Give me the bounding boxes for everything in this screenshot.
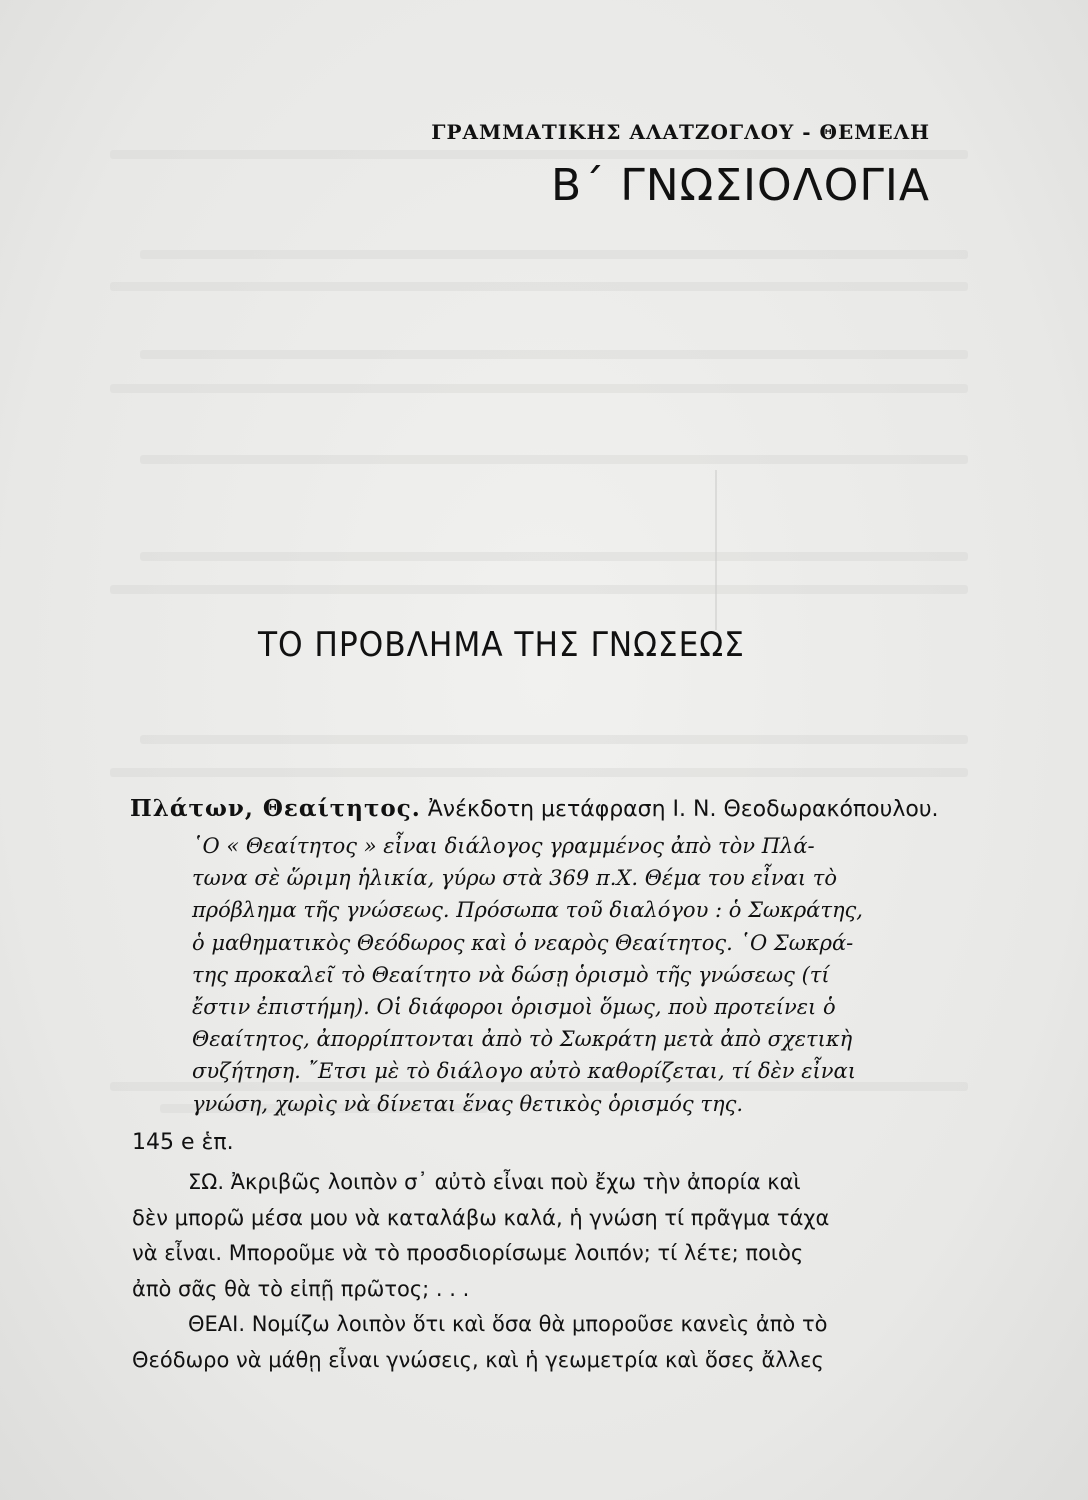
dialogue-line: ΣΩ. Ἀκριβῶς λοιπὸν σ᾽ αὐτὸ εἶναι ποὺ ἔχω τὴν ἀπορία καὶ	[188, 1170, 801, 1194]
intro-line: τωνα σὲ ὥριμη ἡλικία, γύρω στὰ 369 π.Χ. Θέμα του εἶναι τὸ	[192, 866, 838, 891]
bleed-through-line	[110, 585, 968, 594]
source-citation	[130, 795, 939, 822]
bleed-through-line	[140, 552, 968, 561]
dialogue-line: ΘΕΑΙ. Νομίζω λοιπὸν ὅτι καὶ ὅσα θὰ μποροῦσε κανεὶς ἀπὸ τὸ	[188, 1312, 828, 1336]
intro-paragraph	[192, 830, 952, 1120]
source-author-work: Πλάτων, Θεαίτητος.	[130, 795, 421, 822]
dialogue-line: νὰ εἶναι. Μποροῦμε νὰ τὸ προσδιορίσωμε λοιπόν; τί λέτε; ποιὸς	[132, 1241, 804, 1265]
bleed-through-rule	[715, 470, 717, 630]
intro-line: συζήτηση. ῎Ετσι μὲ τὸ διάλογο αὐτὸ καθορίζεται, τί δὲν εἶναι	[192, 1059, 856, 1084]
passage-reference: 145 e ἑπ.	[132, 1130, 234, 1155]
intro-line: ῾Ο « Θεαίτητος » εἶναι διάλογος γραμμένος ἀπὸ τὸν Πλά-	[192, 834, 815, 858]
chapter-title: ΤΟ ΠΡΟΒΛΗΜΑ ΤΗΣ ΓΝΩΣΕΩΣ	[258, 625, 745, 665]
bleed-through-line	[110, 768, 968, 777]
book-title: Β΄ ΓΝΩΣΙΟΛΟΓΙΑ	[551, 160, 930, 211]
intro-line: ἔστιν ἐπιστήμη). Οἱ διάφοροι ὁρισμοὶ ὅμως, ποὺ προτείνει ὁ	[192, 995, 836, 1020]
bleed-through-line	[140, 250, 968, 259]
bleed-through-line	[110, 150, 968, 159]
intro-line: ὁ μαθηματικὸς Θεόδωρος καὶ ὁ νεαρὸς Θεαίτητος. ῾Ο Σωκρά-	[192, 930, 854, 955]
dialogue-line: Θεόδωρο νὰ μάθῃ εἶναι γνώσεις, καὶ ἡ γεωμετρία καὶ ὅσες ἄλλες	[132, 1347, 824, 1372]
intro-line: Θεαίτητος, ἀπορρίπτονται ἀπὸ τὸ Σωκράτη μετὰ ἀπὸ σχετικὴ	[192, 1027, 853, 1052]
dialogue-line: ἀπὸ σᾶς θὰ τὸ εἰπῇ πρῶτος; . . .	[132, 1276, 470, 1301]
source-translation-note: Ἀνέκδοτη μετάφραση Ι. Ν. Θεοδωρακόπουλου.	[420, 797, 939, 822]
intro-line: γνώση, χωρὶς νὰ δίνεται ἕνας θετικὸς ὁρισμός της.	[192, 1091, 744, 1116]
dialogue-text	[132, 1165, 962, 1378]
bleed-through-line	[110, 384, 968, 393]
author-heading: ΓΡΑΜΜΑΤΙΚΗΣ ΑΛΑΤΖΟΓΛΟΥ - ΘΕΜΕΛΗ	[431, 120, 930, 144]
intro-line: της προκαλεῖ τὸ Θεαίτητο νὰ δώσῃ ὁρισμὸ τῆς γνώσεως (τί	[192, 962, 830, 987]
intro-line: πρόβλημα τῆς γνώσεως. Πρόσωπα τοῦ διαλόγου : ὁ Σωκράτης,	[192, 898, 863, 923]
dialogue-line: δὲν μπορῶ μέσα μου νὰ καταλάβω καλά, ἡ γνώση τί πρᾶγμα τάχα	[132, 1205, 830, 1230]
bleed-through-line	[140, 735, 968, 744]
bleed-through-line	[140, 455, 968, 464]
bleed-through-line	[140, 350, 968, 359]
bleed-through-line	[110, 282, 968, 291]
